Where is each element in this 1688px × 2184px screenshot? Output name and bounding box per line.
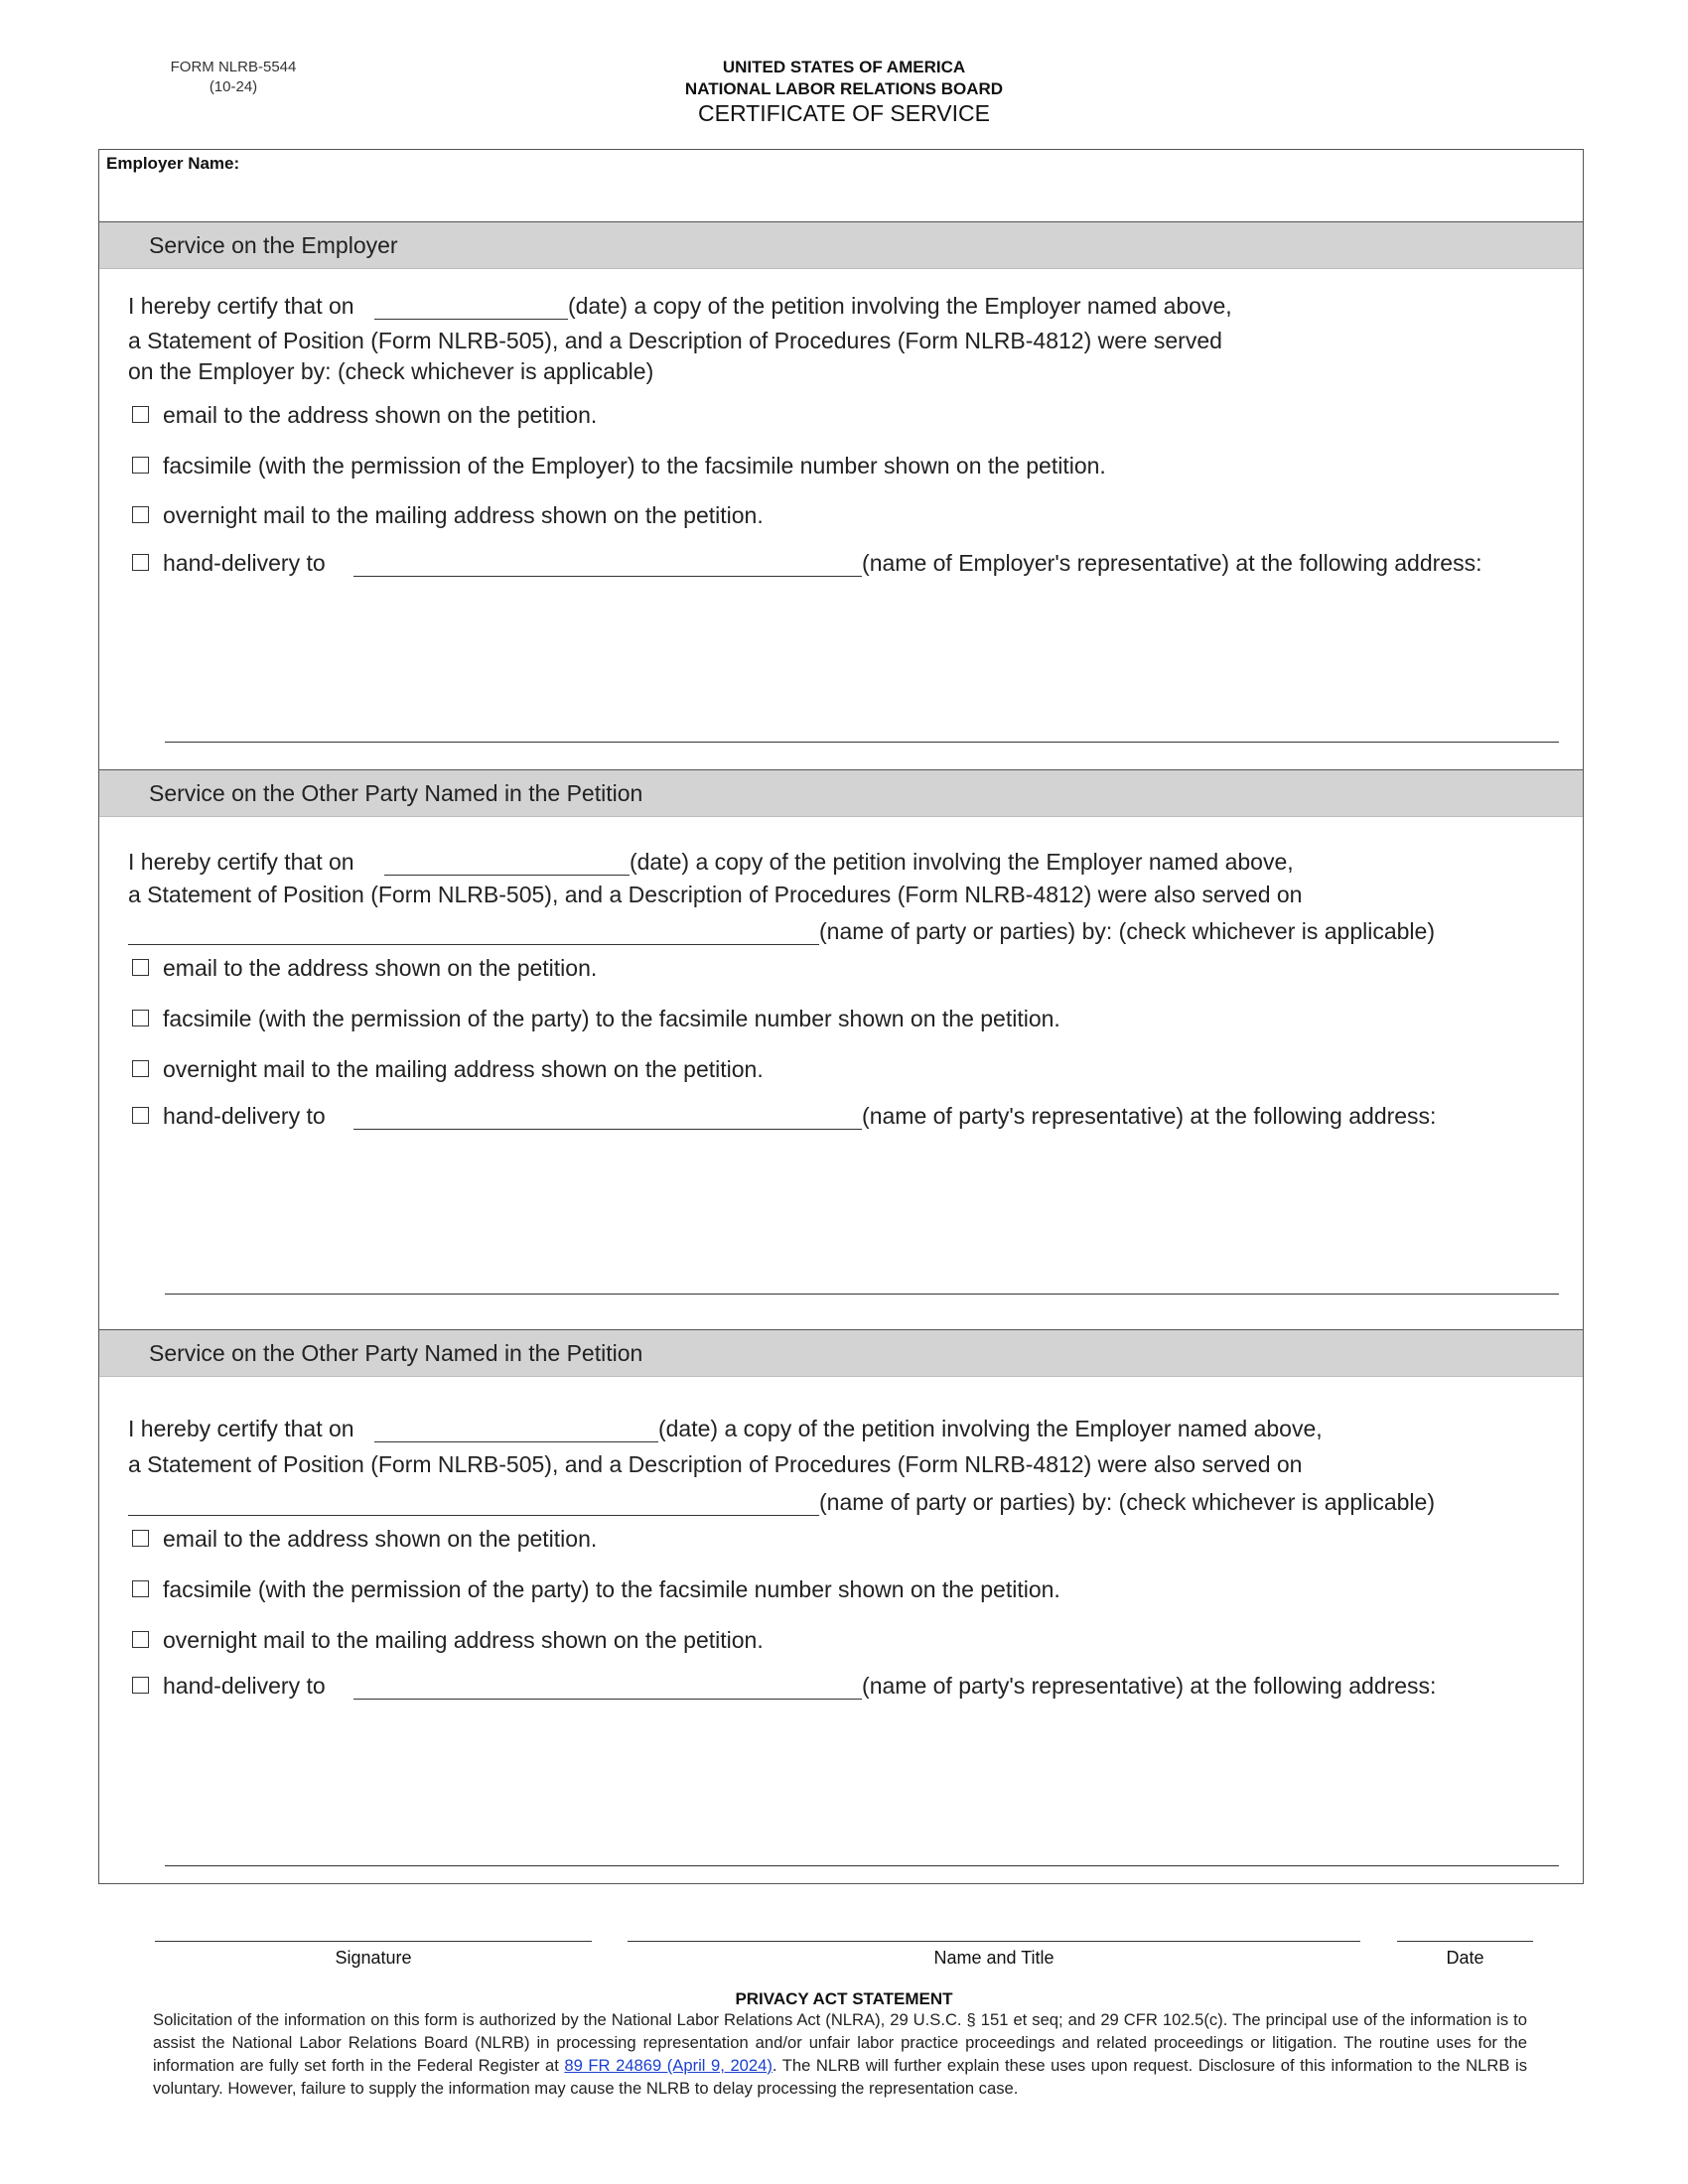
- certify-line-2: a Statement of Position (Form NLRB-505), and a Description of Procedures (Form NLRB-4812) were also served on: [128, 882, 1303, 907]
- signature-line[interactable]: [155, 1941, 592, 1942]
- privacy-act-title: PRIVACY ACT STATEMENT: [735, 1989, 953, 2008]
- facsimile-checkbox[interactable]: [132, 1010, 149, 1026]
- facsimile-option-label: facsimile (with the permission of the party) to the facsimile number shown on the petition.: [163, 1576, 1060, 1602]
- section-title: Service on the Other Party Named in the Petition: [149, 1340, 643, 1366]
- party-name-field[interactable]: [128, 922, 819, 945]
- privacy-text-after: . The NLRB will further explain these uses upon request. Disclosure of this information to the NLRB is voluntary. However, failure to supply the information may cause the NLRB to delay processing the representation case.: [153, 2056, 1527, 2098]
- overnight-mail-option-label: overnight mail to the mailing address shown on the petition.: [163, 502, 764, 528]
- hand-delivery-checkbox[interactable]: [132, 1107, 149, 1124]
- section-other-party-2: [99, 1329, 1583, 1880]
- certify-suffix: (date) a copy of the petition involving the Employer named above,: [629, 849, 1294, 875]
- hand-delivery-prefix: hand-delivery to: [163, 550, 326, 576]
- email-checkbox[interactable]: [132, 406, 149, 423]
- employer-name-field[interactable]: [298, 154, 1569, 213]
- hand-delivery-suffix: (name of party's representative) at the following address:: [862, 1673, 1437, 1699]
- overnight-mail-option-label: overnight mail to the mailing address shown on the petition.: [163, 1056, 764, 1082]
- signature-label: Signature: [335, 1948, 412, 1968]
- hand-delivery-checkbox[interactable]: [132, 554, 149, 571]
- section-title: Service on the Employer: [149, 232, 398, 258]
- agency-line-1: UNITED STATES OF AMERICA: [722, 58, 966, 76]
- form-number: FORM NLRB-5544: [170, 59, 297, 75]
- hand-delivery-line: [163, 1103, 1436, 1130]
- section-header: [99, 1329, 1583, 1377]
- address-line[interactable]: [165, 742, 1559, 743]
- date-field[interactable]: [374, 1420, 658, 1442]
- agency-line-2: NATIONAL LABOR RELATIONS BOARD: [684, 79, 1004, 98]
- overnight-mail-checkbox[interactable]: [132, 1631, 149, 1648]
- party-name-field[interactable]: [128, 1493, 819, 1516]
- section-employer: [99, 221, 1583, 763]
- certify-line-3: [128, 918, 1435, 945]
- hand-delivery-suffix: (name of Employer's representative) at the following address:: [862, 550, 1482, 576]
- date-line[interactable]: [1397, 1941, 1533, 1942]
- certify-line-1: [128, 1416, 1323, 1442]
- party-name-suffix: (name of party or parties) by: (check whichever is applicable): [819, 918, 1435, 944]
- section-title: Service on the Other Party Named in the Petition: [149, 780, 643, 806]
- hand-delivery-prefix: hand-delivery to: [163, 1673, 326, 1699]
- employer-name-label: Employer Name:: [106, 154, 240, 173]
- representative-name-field[interactable]: [353, 1107, 862, 1130]
- hand-delivery-prefix: hand-delivery to: [163, 1103, 326, 1129]
- address-line[interactable]: [165, 1865, 1559, 1866]
- certify-suffix: (date) a copy of the petition involving the Employer named above,: [657, 1416, 1323, 1441]
- overnight-mail-option-label: overnight mail to the mailing address shown on the petition.: [163, 1627, 764, 1653]
- representative-name-field[interactable]: [353, 1677, 862, 1700]
- form-id: [149, 58, 318, 97]
- overnight-mail-checkbox[interactable]: [132, 1060, 149, 1077]
- federal-register-link[interactable]: 89 FR 24869 (April 9, 2024): [564, 2056, 773, 2075]
- party-name-suffix: (name of party or parties) by: (check whichever is applicable): [819, 1489, 1435, 1515]
- certify-line-2: a Statement of Position (Form NLRB-505), and a Description of Procedures (Form NLRB-4812) were served: [128, 328, 1222, 353]
- name-title-label: Name and Title: [933, 1948, 1055, 1968]
- certify-prefix: I hereby certify that on: [128, 1416, 354, 1441]
- facsimile-option-label: facsimile (with the permission of the party) to the facsimile number shown on the petition.: [163, 1006, 1060, 1031]
- certify-line-2: a Statement of Position (Form NLRB-505), and a Description of Procedures (Form NLRB-4812) were also served on: [128, 1451, 1303, 1477]
- email-option-label: email to the address shown on the petition.: [163, 955, 598, 981]
- email-option-label: email to the address shown on the petition.: [163, 402, 598, 428]
- hand-delivery-suffix: (name of party's representative) at the following address:: [862, 1103, 1437, 1129]
- certify-prefix: I hereby certify that on: [128, 293, 354, 319]
- facsimile-checkbox[interactable]: [132, 457, 149, 474]
- certify-suffix: (date) a copy of the petition involving the Employer named above,: [567, 293, 1232, 319]
- privacy-text-before: Solicitation of the information on this form is authorized by the National Labor Relations Act (NLRA), 29 U.S.C. § 151 et seq; and 29 CFR 102.5(c). The principal use of the information is to assist the National Labor Relations Board (NLRB) in processing representation and/or unfair labor practice proceedings and related proceedings or litigation. The routine uses for the information are fully set forth in the Federal Register at: [153, 2010, 1527, 2075]
- email-checkbox[interactable]: [132, 1530, 149, 1547]
- certify-prefix: I hereby certify that on: [128, 849, 354, 875]
- address-line[interactable]: [165, 1294, 1559, 1295]
- privacy-act-text: [153, 2008, 1527, 2100]
- certify-line-1: [128, 849, 1294, 876]
- facsimile-option-label: facsimile (with the permission of the Employer) to the facsimile number shown on the petition.: [163, 453, 1106, 478]
- email-option-label: email to the address shown on the petition.: [163, 1526, 598, 1552]
- certify-line-3: [128, 1489, 1435, 1516]
- date-field[interactable]: [384, 853, 630, 876]
- section-other-party-1: [99, 769, 1583, 1325]
- hand-delivery-checkbox[interactable]: [132, 1677, 149, 1694]
- email-checkbox[interactable]: [132, 959, 149, 976]
- facsimile-checkbox[interactable]: [132, 1580, 149, 1597]
- certify-line-3: on the Employer by: (check whichever is applicable): [128, 358, 654, 384]
- name-title-line[interactable]: [628, 1941, 1360, 1942]
- form-revision: (10-24): [209, 78, 258, 95]
- form-title: CERTIFICATE OF SERVICE: [698, 100, 990, 126]
- section-header: [99, 221, 1583, 269]
- overnight-mail-checkbox[interactable]: [132, 506, 149, 523]
- hand-delivery-line: [163, 550, 1481, 577]
- certify-line-1: [128, 293, 1232, 320]
- date-field[interactable]: [374, 297, 568, 320]
- section-header: [99, 769, 1583, 817]
- date-label: Date: [1446, 1948, 1484, 1968]
- representative-name-field[interactable]: [353, 554, 862, 577]
- hand-delivery-line: [163, 1673, 1436, 1700]
